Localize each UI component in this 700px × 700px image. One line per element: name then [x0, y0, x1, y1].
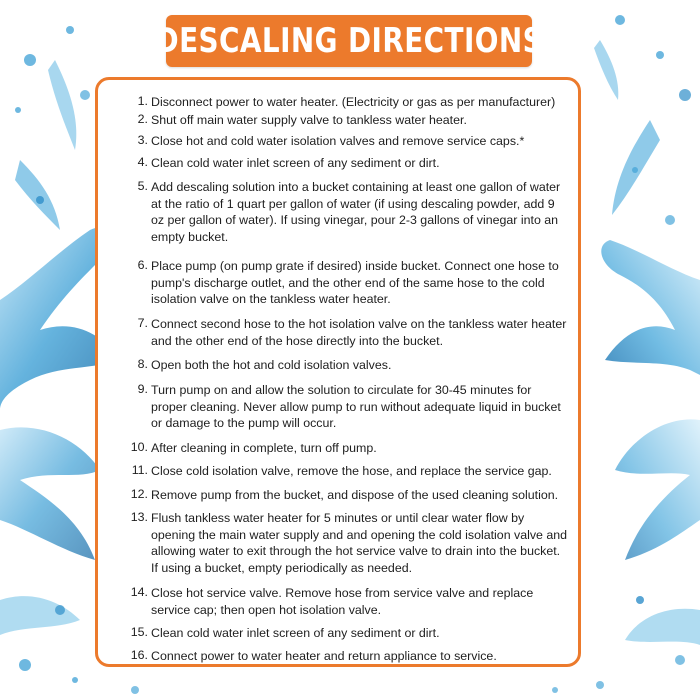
step-number: 4. [137, 155, 148, 169]
step-text: Clean cold water inlet screen of any sediment or dirt. [151, 626, 440, 640]
step-number: 5. [137, 179, 148, 193]
step-number: 8. [137, 357, 148, 371]
step-text: Close cold isolation valve, remove the hose, and replace the service gap. [151, 464, 552, 478]
step-text: Place pump (on pump grate if desired) inside bucket. Connect one hose to pump's discharge outlet, and the other end of the same hose to the cold isolation valve on the tankless water heater. [151, 259, 559, 307]
directions-panel [95, 77, 581, 667]
step-text: Shut off main water supply valve to tankless water heater. [151, 113, 467, 127]
title-banner [155, 15, 543, 67]
steps-list [98, 80, 578, 664]
step-number: 15. [130, 625, 148, 639]
step-text: Connect second hose to the hot isolation valve on the tankless water heater and the other end of the hose directly into the bucket. [151, 317, 567, 348]
step-text: Add descaling solution into a bucket containing at least one gallon of water at the ratio of 1 quart per gallon of water (if using descaling powder, add 9 oz per gallon of water). If using vinegar, pour 2-3 gallons of vinegar into an empty bucket. [151, 180, 561, 245]
step-text: Close hot and cold water isolation valves and remove service caps.* [151, 134, 525, 148]
step-number: 6. [137, 258, 148, 272]
step-number: 2. [137, 112, 148, 126]
step-number: 9. [137, 382, 148, 396]
step-text: Remove pump from the bucket, and dispose of the used cleaning solution. [151, 488, 559, 502]
step-text: Turn pump on and allow the solution to circulate for 30-45 minutes for proper cleaning. Never allow pump to run without adequate liquid in bucket or damage to the pump will occur. [151, 383, 561, 431]
page-title: DESCALING DIRECTIONS [155, 21, 543, 61]
step-number: 12. [130, 487, 148, 501]
step-number: 13. [130, 510, 148, 524]
step-text: Clean cold water inlet screen of any sediment or dirt. [151, 156, 440, 170]
step-number: 7. [137, 316, 148, 330]
step-number: 11. [131, 463, 148, 477]
step-text: Flush tankless water heater for 5 minutes or until clear water flow by opening the main water supply and and opening the cold isolation valve and allowing water to exit through the hot service valve to drain into the bucket. If using a bucket, empty periodically as needed. [151, 511, 568, 576]
step-number: 16. [130, 648, 148, 662]
step-number: 14. [130, 585, 148, 599]
step-text: Open both the hot and cold isolation valves. [151, 358, 392, 372]
step-number: 3. [137, 133, 148, 147]
step-number: 10. [130, 440, 148, 454]
step-number: 1. [137, 94, 148, 108]
step-text: After cleaning in complete, turn off pump. [151, 441, 377, 455]
step-text: Close hot service valve. Remove hose from service valve and replace service cap; then open hot isolation valve. [151, 586, 534, 617]
step-text: Connect power to water heater and return appliance to service. [151, 649, 497, 663]
step-text: Disconnect power to water heater. (Electricity or gas as per manufacturer) [151, 95, 556, 109]
